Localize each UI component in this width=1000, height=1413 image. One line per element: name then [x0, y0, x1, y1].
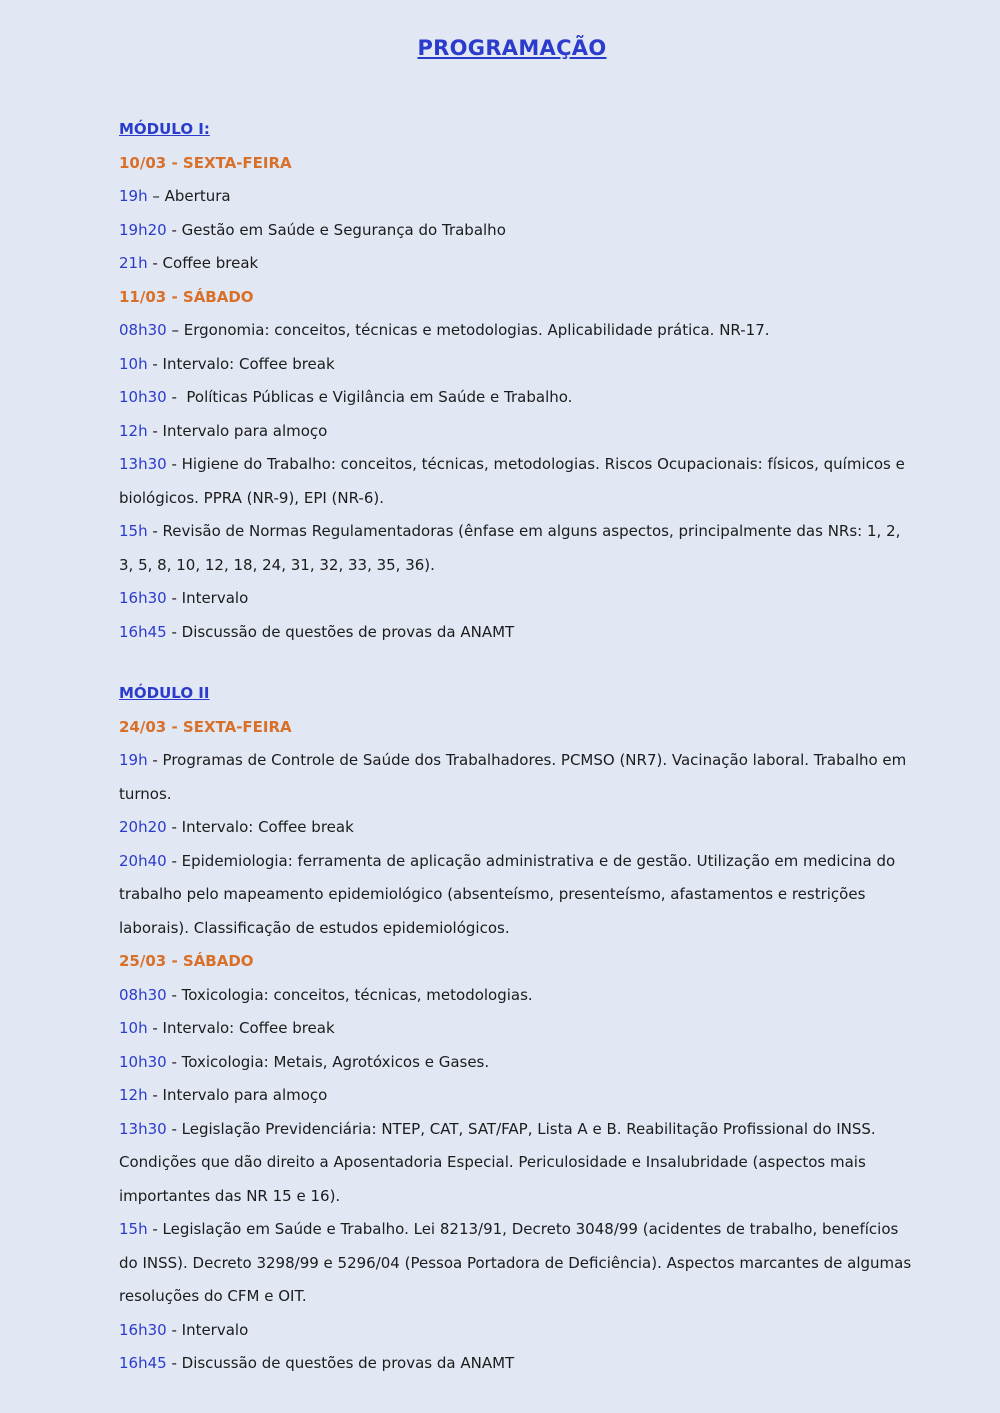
schedule-text: Coffee break — [162, 254, 259, 272]
schedule-separator: - — [147, 354, 163, 373]
schedule-separator: – — [166, 321, 184, 339]
schedule-time: 12h — [119, 421, 148, 440]
schedule-separator: – — [147, 187, 165, 205]
module-section — [119, 677, 919, 1381]
schedule-item — [119, 1113, 919, 1214]
day-heading: 10/03 - SEXTA-FEIRA — [119, 153, 292, 172]
schedule-time: 20h40 — [119, 851, 167, 870]
schedule-item — [119, 180, 919, 214]
schedule-separator: - — [147, 522, 163, 540]
schedule-item — [119, 247, 919, 281]
schedule-item — [119, 448, 919, 515]
schedule-text: Intervalo — [181, 589, 249, 607]
schedule-time: 19h20 — [119, 220, 167, 239]
schedule-text: Discussão de questões de provas da ANAMT — [181, 1354, 515, 1372]
schedule-separator: - — [166, 851, 182, 870]
schedule-time: 15h — [119, 1220, 148, 1238]
schedule-time: 13h30 — [119, 1119, 167, 1138]
schedule-separator: - — [147, 1086, 163, 1104]
schedule-text: Epidemiologia: ferramenta de aplicação administrativa e de gestão. Utilização em medicina do trabalho pelo mapeamento epidemiológico (absenteísmo, presenteísmo, afastamentos e restrições laborais). Classificação de estudos epidemiológicos. — [119, 851, 896, 937]
schedule-text: Intervalo: Coffee break — [181, 818, 354, 836]
schedule-time: 20h20 — [119, 818, 167, 836]
schedule-item — [119, 616, 919, 650]
schedule-text: Intervalo: Coffee break — [162, 354, 335, 373]
schedule-item — [119, 1347, 919, 1381]
schedule-time: 10h — [119, 354, 148, 373]
schedule-time: 10h30 — [119, 388, 167, 406]
day-heading: 11/03 - SÁBADO — [119, 287, 254, 306]
schedule-time: 10h30 — [119, 1052, 167, 1071]
schedule-time: 16h30 — [119, 1320, 167, 1339]
schedule-text: Legislação em Saúde e Trabalho. Lei 8213/91, Decreto 3048/99 (acidentes de trabalho, benefícios do INSS). Decreto 3298/99 e 5296/04 (Pessoa Portadora de Deficiência). Aspectos marcantes de algumas resoluções do CFM e OIT. — [119, 1220, 912, 1305]
schedule-separator: - — [166, 985, 182, 1004]
schedule-text: Higiene do Trabalho: conceitos, técnicas, metodologias. Riscos Ocupacionais: físicos, químicos e biológicos. PPRA (NR-9), EPI (NR-6). — [119, 455, 905, 507]
schedule-text: Gestão em Saúde e Segurança do Trabalho — [181, 220, 506, 239]
schedule-separator: - — [147, 421, 163, 440]
schedule-time: 15h — [119, 522, 148, 540]
schedule-item — [119, 348, 919, 382]
schedule-item — [119, 1213, 919, 1314]
schedule-item — [119, 415, 919, 449]
schedule-item — [119, 582, 919, 616]
schedule-separator: - — [166, 455, 182, 473]
schedule-separator: - — [166, 1052, 182, 1071]
section-spacer — [119, 649, 919, 677]
schedule-separator: - — [166, 1119, 182, 1138]
schedule-separator: - — [166, 220, 182, 239]
schedule-separator: - — [166, 622, 182, 641]
schedule-text: Toxicologia: conceitos, técnicas, metodologias. — [181, 985, 533, 1004]
schedule-time: 21h — [119, 254, 148, 272]
schedule-text: Políticas Públicas e Vigilância em Saúde e Trabalho. — [186, 388, 573, 406]
schedule-item — [119, 214, 919, 248]
schedule-item — [119, 744, 919, 811]
schedule-time: 16h30 — [119, 589, 167, 607]
page-title: PROGRAMAÇÃO — [417, 36, 607, 60]
schedule-time: 08h30 — [119, 321, 167, 339]
schedule-separator: - — [147, 1019, 163, 1037]
day-heading: 24/03 - SEXTA-FEIRA — [119, 717, 292, 736]
schedule-time: 10h — [119, 1019, 148, 1037]
module-heading: MÓDULO II — [119, 684, 210, 702]
schedule-text: Abertura — [164, 187, 231, 205]
schedule-separator: - — [147, 1220, 163, 1238]
module-section — [119, 113, 919, 649]
schedule-text: Intervalo: Coffee break — [162, 1019, 335, 1037]
schedule-time: 12h — [119, 1086, 148, 1104]
schedule-text: Legislação Previdenciária: NTEP, CAT, SAT/FAP, Lista A e B. Reabilitação Profissional do INSS. Condições que dão direito a Aposentadoria Especial. Periculosidade e Insalubridade (aspectos mais importantes das NR 15 e 16). — [119, 1119, 876, 1205]
schedule-separator: - — [166, 388, 187, 406]
schedule-time: 08h30 — [119, 985, 167, 1004]
schedule-item — [119, 515, 919, 582]
schedule-item — [119, 811, 919, 845]
day-heading: 25/03 - SÁBADO — [119, 952, 254, 970]
schedule-item — [119, 1079, 919, 1113]
schedule-text: Intervalo para almoço — [162, 421, 328, 440]
schedule-item — [119, 1314, 919, 1348]
schedule-separator: - — [147, 254, 163, 272]
schedule-item — [119, 381, 919, 415]
program-content — [119, 113, 919, 1381]
schedule-text: Ergonomia: conceitos, técnicas e metodologias. Aplicabilidade prática. NR-17. — [183, 321, 770, 339]
schedule-item — [119, 979, 919, 1013]
schedule-separator: - — [147, 751, 163, 769]
schedule-time: 19h — [119, 751, 148, 769]
schedule-text: Intervalo — [181, 1320, 249, 1339]
schedule-separator: - — [166, 1320, 182, 1339]
schedule-separator: - — [166, 818, 182, 836]
schedule-text: Toxicologia: Metais, Agrotóxicos e Gases. — [181, 1052, 490, 1071]
schedule-separator: - — [166, 1354, 182, 1372]
schedule-text: Intervalo para almoço — [162, 1086, 328, 1104]
schedule-item — [119, 314, 919, 348]
schedule-text: Revisão de Normas Regulamentadoras (ênfase em alguns aspectos, principalmente das NRs: 1, 2, 3, 5, 8, 10, 12, 18, 24, 31, 32, 33, 35, 36). — [119, 522, 901, 574]
schedule-item — [119, 1046, 919, 1080]
schedule-time: 16h45 — [119, 1354, 167, 1372]
schedule-time: 13h30 — [119, 455, 167, 473]
schedule-item — [119, 1012, 919, 1046]
schedule-text: Discussão de questões de provas da ANAMT — [181, 622, 515, 641]
schedule-text: Programas de Controle de Saúde dos Trabalhadores. PCMSO (NR7). Vacinação laboral. Trabalho em turnos. — [119, 751, 907, 803]
schedule-time: 19h — [119, 187, 148, 205]
module-heading: MÓDULO I: — [119, 120, 210, 138]
schedule-item — [119, 845, 919, 946]
schedule-time: 16h45 — [119, 622, 167, 641]
schedule-separator: - — [166, 589, 182, 607]
